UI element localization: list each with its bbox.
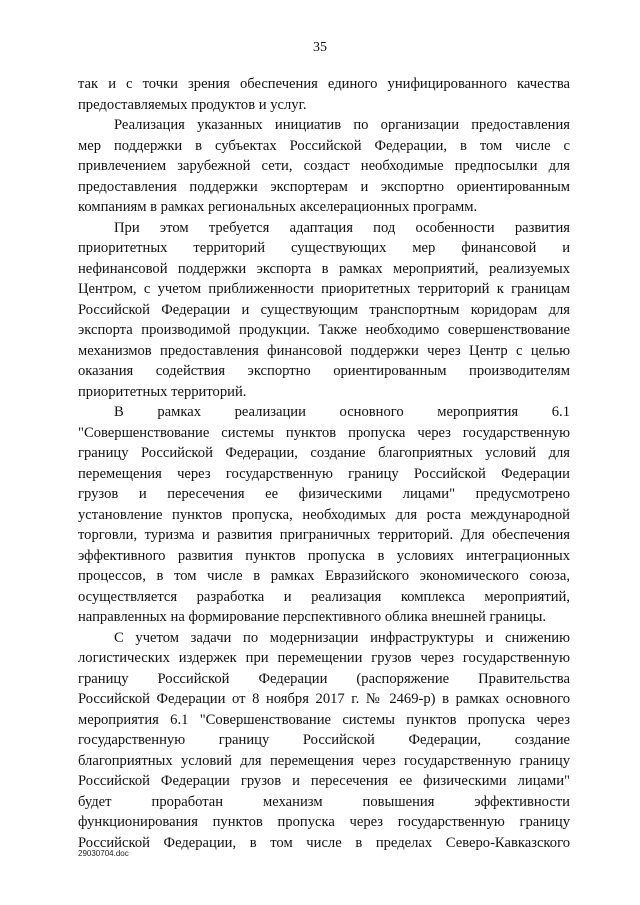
footer-file-code: 29030704.doc bbox=[78, 849, 129, 858]
text-line: эффективного развития пунктов пропуска в условиях интеграционных bbox=[78, 547, 570, 564]
text-line: грузов и пересечения ее физическими лицами" предусмотрено bbox=[78, 486, 570, 502]
text-line: предоставления поддержки экспортерам и экспортно ориентированным bbox=[78, 178, 570, 195]
text-line: мер поддержки в субъектах Российской Федерации, в том числе с bbox=[78, 137, 570, 154]
text-line: Российской Федерации грузов и пересечения ее физическими лицами" bbox=[78, 773, 570, 789]
text-line: направленных на формирование перспективного облика внешней границы. bbox=[78, 609, 547, 625]
text-line: функционирования пунктов пропуска через государственную границу bbox=[78, 814, 570, 830]
text-line: При этом требуется адаптация под особенности развития bbox=[114, 219, 570, 236]
text-line: границу Российской Федерации (распоряжение Правительства bbox=[78, 670, 570, 687]
text-line: перемещения через государственную границу Российской Федерации bbox=[78, 465, 570, 482]
text-line: границу Российской Федерации, создание благоприятных условий для bbox=[78, 445, 570, 461]
text-line: процессов, в том числе в рамках Евразийского экономического союза, bbox=[78, 568, 570, 584]
text-line: предоставляемых продуктов и услуг. bbox=[78, 96, 307, 113]
document-body bbox=[78, 74, 570, 853]
text-line: торговли, туризма и развития приграничных территорий. Для обеспечения bbox=[78, 527, 570, 543]
text-line: осуществляется разработка и реализация комплекса мероприятий, bbox=[78, 588, 570, 605]
text-line: установление пунктов пропуска, необходимых для роста международной bbox=[78, 506, 570, 523]
text-line: механизмов предоставления финансовой поддержки через Центр с целью bbox=[78, 342, 570, 359]
text-line: так и с точки зрения обеспечения единого унифицированного качества bbox=[78, 76, 570, 92]
text-line: Российской Федерации, в том числе в пределах Северо-Кавказского bbox=[78, 834, 570, 851]
text-line: Центром, с учетом приближенности приоритетных территорий к границам bbox=[78, 281, 570, 297]
text-line: В рамках реализации основного мероприятия 6.1 bbox=[114, 404, 570, 420]
page-number: 35 bbox=[313, 40, 327, 55]
text-line: "Совершенствование системы пунктов пропуска через государственную bbox=[78, 424, 570, 441]
text-line: оказания содействия экспортно ориентированным производителям bbox=[78, 363, 570, 379]
text-line: приоритетных территорий существующих мер финансовой и bbox=[78, 240, 570, 256]
text-line: приоритетных территорий. bbox=[78, 383, 247, 400]
text-line: привлечением зарубежной сети, создаст необходимые предпосылки для bbox=[78, 158, 570, 174]
text-line: будет проработан механизм повышения эффективности bbox=[78, 793, 570, 810]
text-line: Российской Федерации и существующим транспортным коридорам для bbox=[78, 301, 570, 318]
text-line: мероприятия 6.1 "Совершенствование системы пунктов пропуска через bbox=[78, 711, 570, 728]
text-line: нефинансовой поддержки экспорта в рамках мероприятий, реализуемых bbox=[78, 260, 570, 277]
text-line: экспорта производимой продукции. Также необходимо совершенствование bbox=[78, 322, 570, 338]
text-line: С учетом задачи по модернизации инфраструктуры и снижению bbox=[114, 629, 570, 646]
text-line: благоприятных условий для перемещения через государственную границу bbox=[78, 752, 570, 769]
text-line: Реализация указанных инициатив по организации предоставления bbox=[114, 117, 570, 133]
text-line: компаниям в рамках региональных акселерационных программ. bbox=[78, 199, 478, 215]
text-line: государственную границу Российской Федерации, создание bbox=[78, 732, 570, 748]
text-line: логистических издержек при перемещении грузов через государственную bbox=[78, 650, 570, 666]
text-line: Российской Федерации от 8 ноября 2017 г. № 2469-р) в рамках основного bbox=[78, 691, 570, 707]
